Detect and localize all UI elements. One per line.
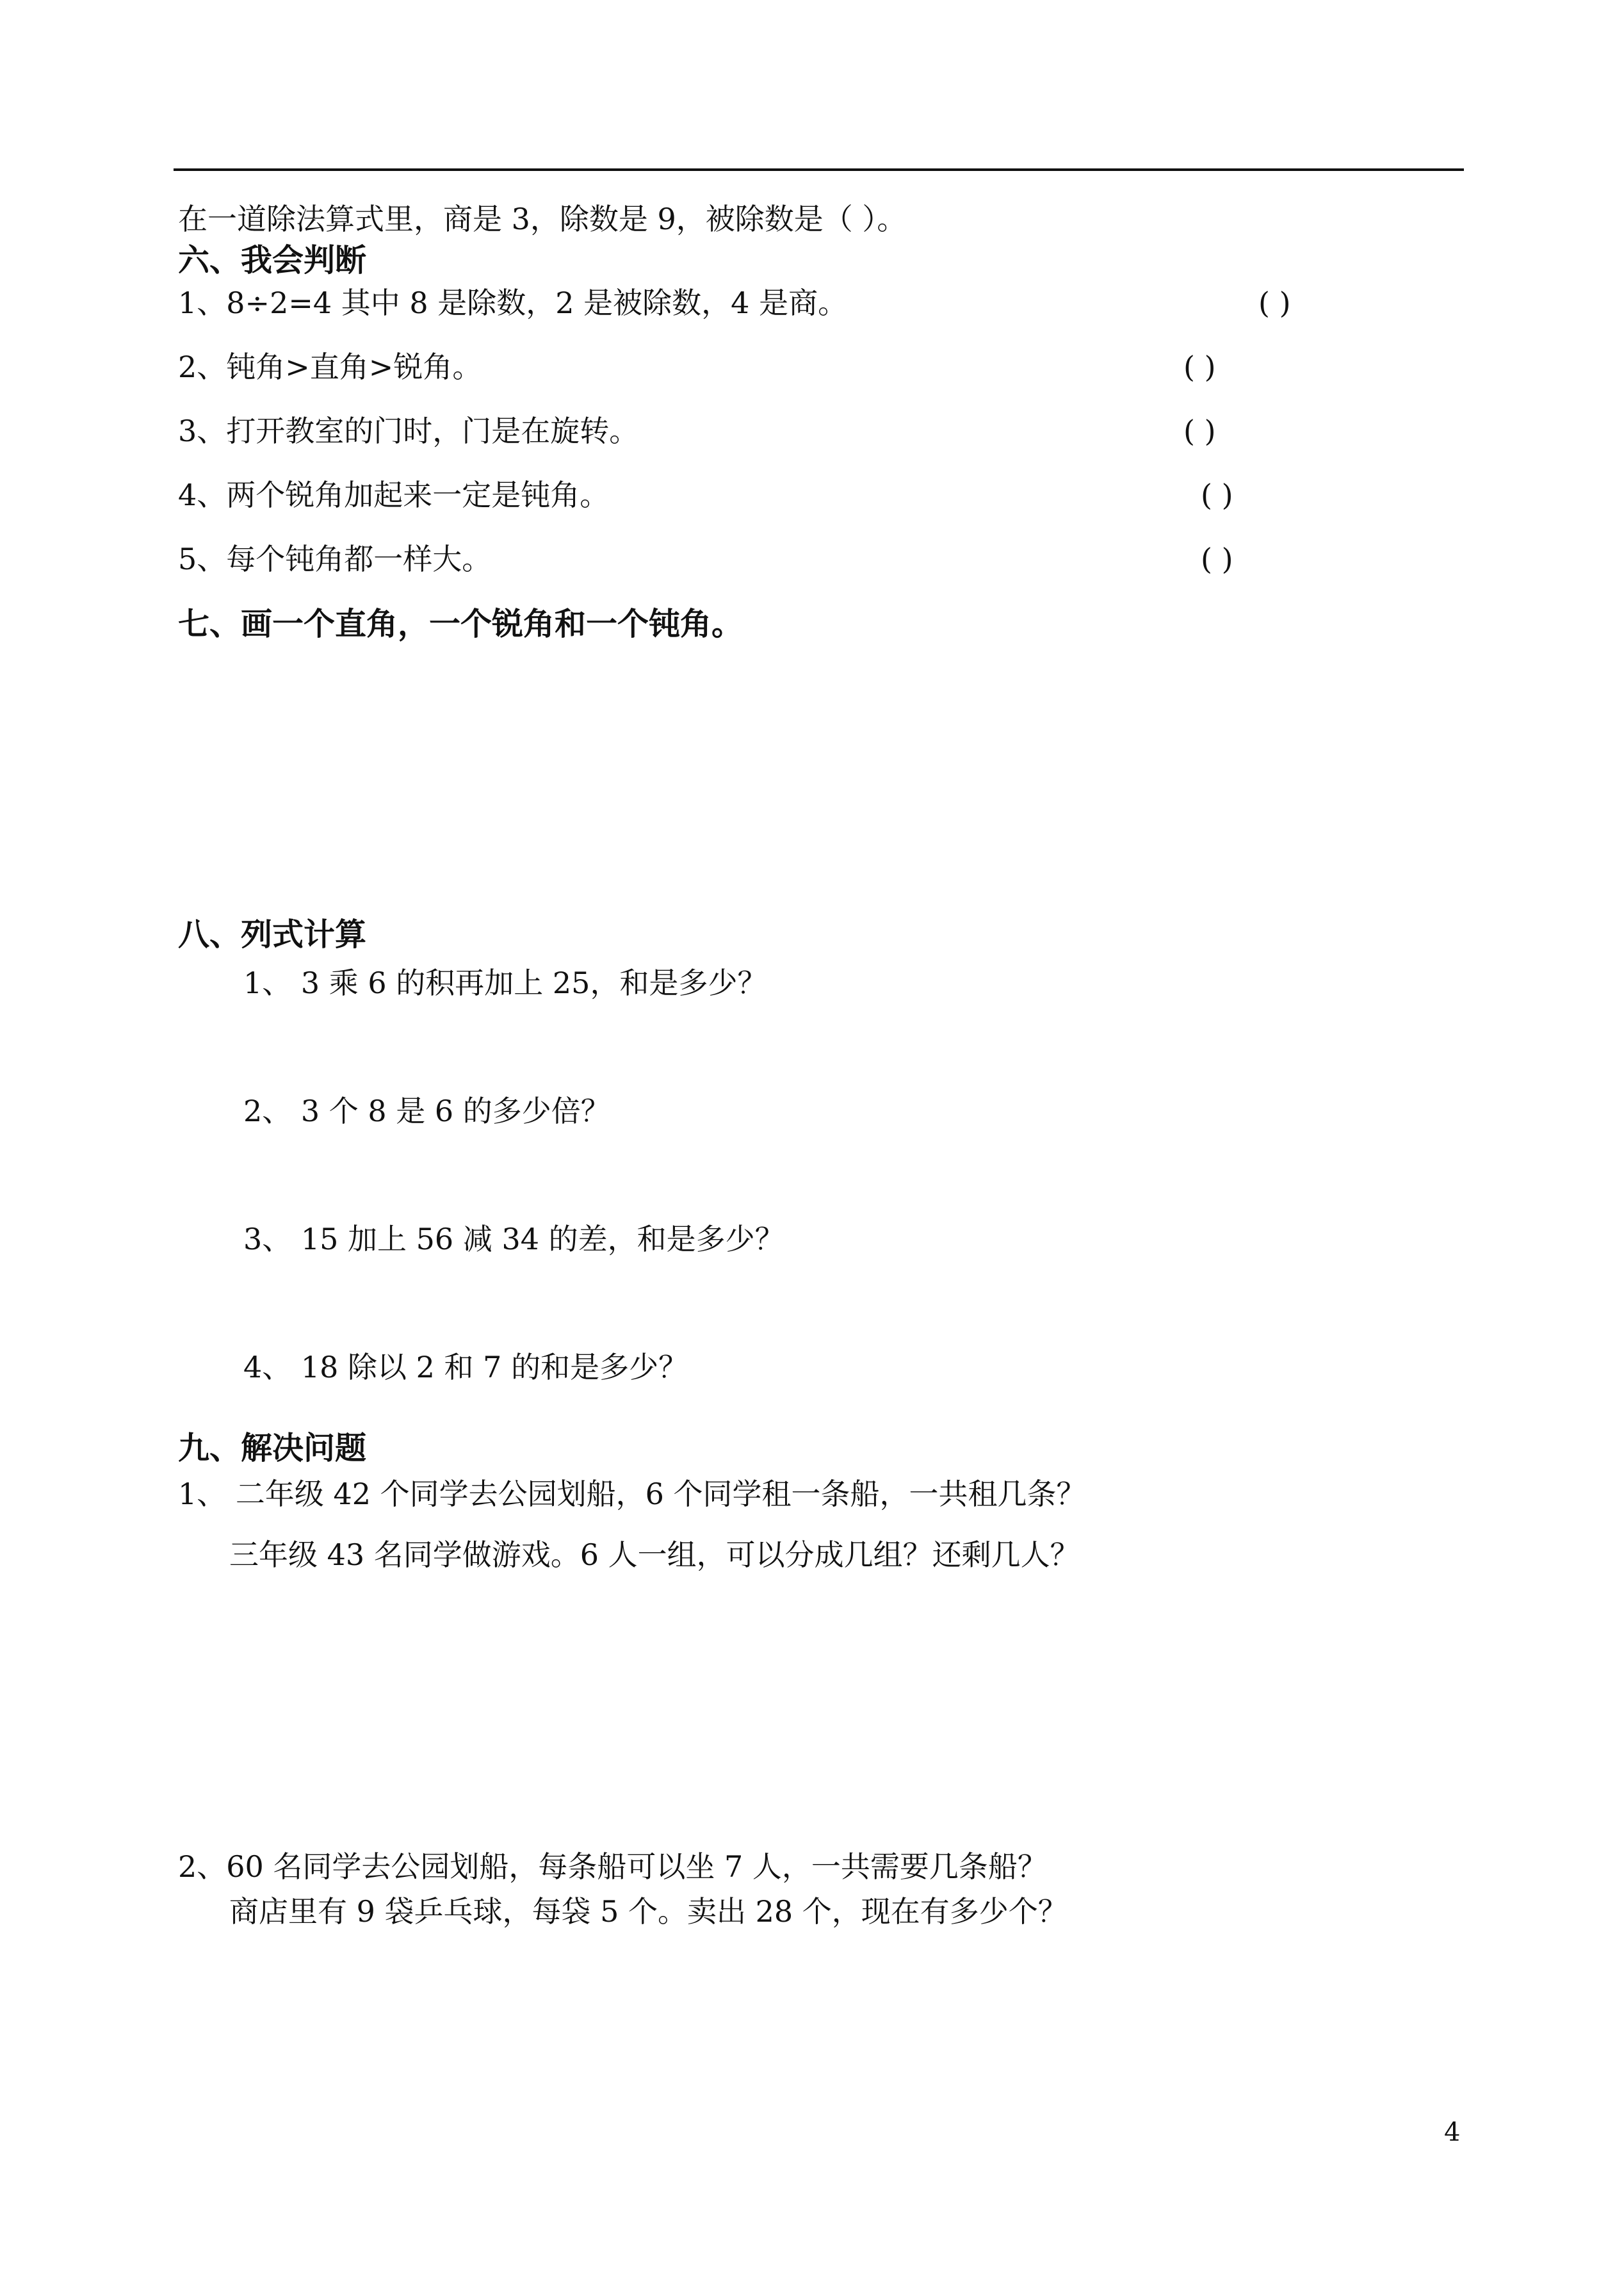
judge-answer-blank-3[interactable]: ( ) bbox=[1183, 414, 1216, 448]
judge-item-4: 4、两个锐角加起来一定是钝角。 bbox=[178, 478, 610, 512]
problem-1-line-2: 三年级 43 名同学做游戏。6 人一组，可以分成几组？还剩几人？ bbox=[229, 1537, 1080, 1572]
calc-item-3: 3、 15 加上 56 减 34 的差，和是多少？ bbox=[243, 1222, 784, 1256]
problem-2-line-2: 商店里有 9 袋乒乓球，每袋 5 个。卖出 28 个，现在有多少个？ bbox=[229, 1894, 1068, 1929]
judge-item-3: 3、打开教室的门时，门是在旋转。 bbox=[178, 414, 639, 448]
section-7-heading: 七、画一个直角，一个锐角和一个钝角。 bbox=[178, 606, 743, 642]
judge-answer-blank-4[interactable]: ( ) bbox=[1201, 478, 1233, 512]
section-8-heading: 八、列式计算 bbox=[178, 916, 367, 953]
section-9-heading: 九、解决问题 bbox=[178, 1430, 367, 1466]
fill-blank-question: 在一道除法算式里，商是 3，除数是 9，被除数是（ ）。 bbox=[178, 202, 907, 236]
judge-item-1: 1、8÷2=4 其中 8 是除数，2 是被除数，4 是商。 bbox=[178, 286, 848, 320]
page-number: 4 bbox=[1444, 2118, 1461, 2147]
header-rule bbox=[174, 168, 1464, 171]
calc-item-1: 1、 3 乘 6 的积再加上 25，和是多少？ bbox=[243, 966, 767, 1000]
judge-item-5: 5、每个钝角都一样大。 bbox=[178, 542, 492, 576]
judge-item-2: 2、钝角>直角>锐角。 bbox=[178, 350, 482, 384]
calc-item-2: 2、 3 个 8 是 6 的多少倍？ bbox=[243, 1094, 610, 1128]
section-6-heading: 六、我会判断 bbox=[178, 242, 367, 279]
problem-1-line-1: 1、 二年级 42 个同学去公园划船，6 个同学租一条船，一共租几条？ bbox=[178, 1477, 1086, 1511]
judge-answer-blank-1[interactable]: ( ) bbox=[1258, 286, 1291, 320]
judge-answer-blank-5[interactable]: ( ) bbox=[1201, 542, 1233, 576]
problem-2-line-1: 2、60 名同学去公园划船，每条船可以坐 7 人，一共需要几条船？ bbox=[178, 1849, 1047, 1884]
judge-answer-blank-2[interactable]: ( ) bbox=[1183, 350, 1216, 384]
calc-item-4: 4、 18 除以 2 和 7 的和是多少？ bbox=[243, 1350, 688, 1384]
